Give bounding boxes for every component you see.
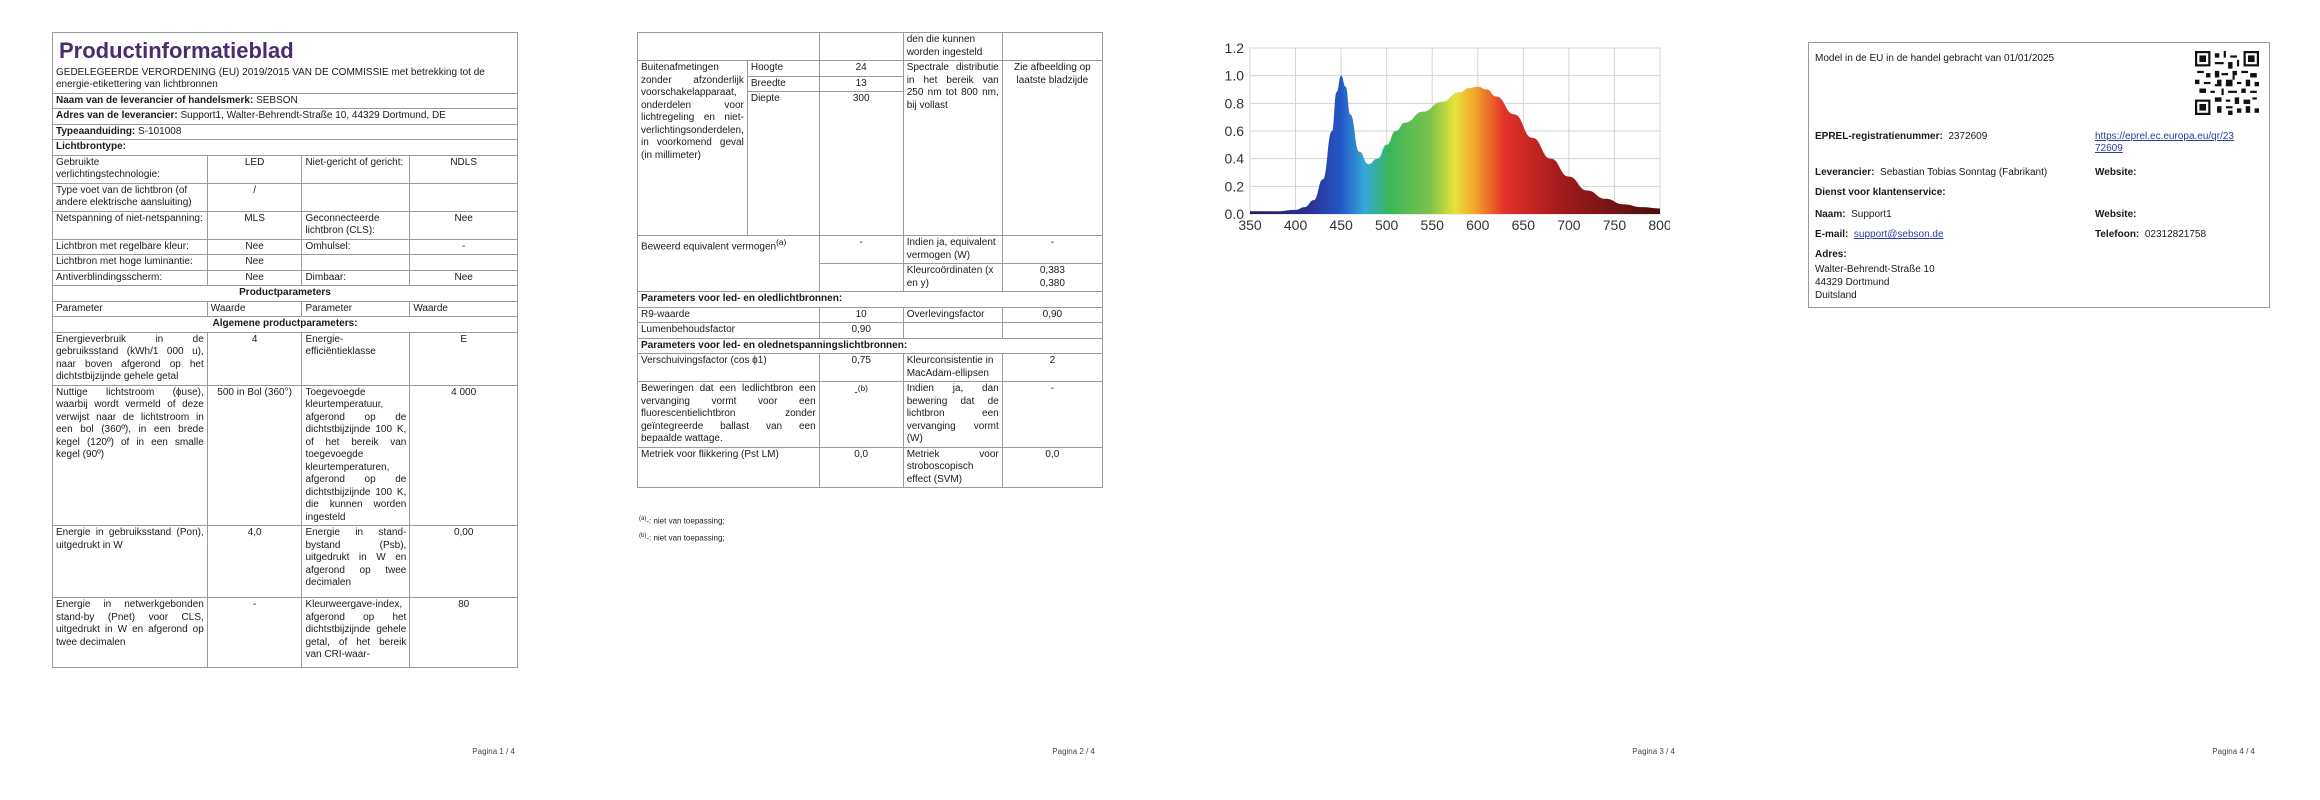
regulation-subtitle: GEDELEGEERDE VERORDENING (EU) 2019/2015 VAN DE COMMISSIE met betrekking tot de energie-etikettering van lichtbronnen — [56, 66, 485, 90]
address-value: Support1, Walter-Behrendt-Straße 10, 44329 Dortmund, DE — [180, 110, 446, 121]
model-value: S-101008 — [138, 125, 182, 137]
address-label: Adres van de leverancier: — [56, 110, 178, 121]
table-row: Beweringen dat een ledlichtbron een vervanging vormt voor een fluorescentielichtbron zonder geïntegreerde ballast van een bepaalde wattage. -$^{(b)}$ Indien ja, dan bewering dat de lichtbron een vervanging vormt (W) - — [638, 382, 1103, 448]
phone-label: Telefoon: — [2095, 229, 2140, 240]
table-row: Breedte 13 — [638, 76, 1103, 92]
table-row: Gebruikte verlichtingstechnologie: LED Niet-gericht of gericht: NDLS — [53, 155, 518, 183]
name-value: Support1 — [1851, 209, 1892, 220]
page-number: Pagina 3 / 4 — [1632, 747, 1675, 756]
x-axis-ticks — [1238, 217, 1670, 233]
website-label: Website: — [2095, 167, 2137, 178]
market-date: Model in de EU in de handel gebracht van 01/01/2025 — [1815, 53, 2055, 64]
product-info-table-1 — [52, 32, 518, 668]
page-number: Pagina 4 / 4 — [2212, 747, 2255, 756]
table-row: Energie in netwerkgebonden stand-by (Pnet) voor CLS, uitgedrukt in W en afgerond op twee decimalen - Kleurweergave-index, afgerond op het dichtstbijzijnde gehele getal, of het bereik van CRI-waar- 80 — [53, 598, 518, 668]
table-row: Lichtbron met hoge luminantie: Nee — [53, 255, 518, 271]
light-source-type: Lichtbrontype: — [53, 140, 518, 156]
table-row: den die kunnen worden ingesteld — [638, 33, 1103, 61]
table-row: Energieverbruik in de gebruiksstand (kWh/1 000 u), naar boven afgerond op het dichtstbijzijnde gehele getal 4 Energie-efficiëntieklasse E — [53, 332, 518, 385]
model-label: Typeaanduiding: — [56, 125, 136, 137]
x-tick-label: 750 — [1602, 217, 1627, 233]
y-tick-label: 0.6 — [1224, 123, 1244, 139]
name-label: Naam: — [1815, 209, 1846, 220]
spectral-chart — [1210, 36, 1670, 236]
table-row: Type voet van de lichtbron (of andere elektrische aansluiting) / — [53, 183, 518, 211]
y-tick-label: 0.0 — [1224, 206, 1244, 222]
leverancier-value: Sebastian Tobias Sonntag (Fabrikant) — [1880, 167, 2048, 178]
table-row: Antiverblindingsscherm: Nee Dimbaar: Nee — [53, 270, 518, 286]
x-tick-label: 500 — [1374, 217, 1399, 233]
outer-dimensions-label: Buitenafmetingen zonder afzonderlijk voorschakelapparaat, onderdelen voor lichtregeling en niet-verlichtingsonderdelen, in voorkomend geval (in millimeter) — [638, 61, 748, 236]
footnotes — [639, 512, 725, 545]
y-tick-label: 0.2 — [1224, 178, 1244, 195]
table-row: Lichtbron met regelbare kleur: Nee Omhulsel: - — [53, 239, 518, 255]
table-row: Diepte 300 — [638, 92, 1103, 236]
footnote-b: $^{(b)}$-: niet van toepassing; — [639, 532, 725, 543]
mains-section-heading: Parameters voor led- en olednetspanningslichtbronnen: — [638, 338, 1103, 354]
product-params-heading: Productparameters — [53, 286, 518, 302]
service-label: Dienst voor klantenservice: — [1815, 187, 1946, 198]
product-info-table-2 — [637, 32, 1103, 488]
table-row: Verschuivingsfactor (cos ϕ1) 0,75 Kleurconsistentie in MacAdam-ellipsen 2 — [638, 354, 1103, 382]
table-row: Netspanning of niet-netspanning: MLS Geconnecteerde lichtbron (CLS): Nee — [53, 211, 518, 239]
table-row: Beweerd equivalent vermogen$^{(a)}$ - Indien ja, equivalent vermogen (W) - — [638, 236, 1103, 264]
qr-code-icon — [2195, 51, 2259, 115]
phone-value: 02312821758 — [2144, 229, 2207, 240]
website2-label: Website: — [2095, 209, 2137, 220]
y-tick-label: 0.4 — [1224, 150, 1244, 167]
eprel-info-box — [1808, 42, 2270, 308]
y-tick-label: 1.0 — [1224, 67, 1244, 84]
document-title: Productinformatieblad — [59, 38, 294, 63]
spectral-label: Spectrale distributie in het bereik van 250 nm tot 800 nm, bij vollast — [903, 61, 1002, 236]
x-tick-label: 800 — [1648, 217, 1670, 233]
x-tick-label: 600 — [1466, 217, 1490, 233]
x-tick-label: 450 — [1329, 217, 1353, 233]
page-number: Pagina 1 / 4 — [472, 747, 515, 756]
led-section-heading: Parameters voor led- en oledlichtbronnen: — [638, 292, 1103, 308]
y-tick-label: 1.2 — [1224, 40, 1244, 56]
address-block: Walter-Behrendt-Straße 10 44329 Dortmund Duitsland — [1815, 264, 1935, 301]
spectral-chart-svg — [1210, 36, 1670, 236]
page-1 — [0, 0, 580, 800]
page-number: Pagina 2 / 4 — [1052, 747, 1095, 756]
table-row: Buitenafmetingen zonder afzonderlijk voorschakelapparaat, onderdelen voor lichtregeling en niet-verlichtingsonderdelen, in voorkomend geval (in millimeter) Hoogte 24 Spectrale distributie in het bereik van 250 nm tot 800 nm, bij vollast Zie afbeelding op laatste bladzijde — [638, 61, 1103, 77]
eprel-label: EPREL-registratienummer: — [1815, 131, 1943, 142]
supplier-label: Naam van de leverancier of handelsmerk: — [56, 94, 254, 106]
general-params-heading: Algemene productparameters: — [53, 317, 518, 333]
y-axis-ticks — [1225, 40, 1245, 222]
spectral-value: Zie afbeelding op laatste bladzijde — [1002, 61, 1102, 236]
table-row: Kleurcoördinaten (x en y) 0,383 0,380 — [638, 264, 1103, 292]
x-tick-label: 550 — [1420, 217, 1444, 233]
email-link[interactable]: support@sebson.de — [1853, 229, 1944, 240]
table-row: Lumenbehoudsfactor 0,90 — [638, 323, 1103, 339]
table-row: Energie in gebruiksstand (Pon), uitgedrukt in W 4,0 Energie in stand-bystand (Psb), uitgedrukt in W en afgerond op twee decimalen 0,00 — [53, 526, 518, 598]
y-tick-label: 0.8 — [1224, 95, 1244, 112]
table-header-row: Parameter Waarde Parameter Waarde — [53, 301, 518, 317]
table-row: Nuttige lichtstroom (ϕuse), waarbij wordt vermeld of deze verwijst naar de lichtstroom in een bol (360º), in een brede kegel (120º) of in een smalle kegel (90º) 500 in Bol (360°) Toegevoegde kleurtemperatuur, afgerond op de dichtstbijzijnde 100 K, of het bereik van toegevoegde kleurtemperaturen, afgerond op de dichtstbijzijnde 100 K, die kunnen worden ingesteld 4 000 — [53, 385, 518, 526]
x-tick-label: 650 — [1511, 217, 1536, 233]
x-tick-label: 700 — [1557, 217, 1581, 233]
table-row: R9-waarde 10 Overlevingsfactor 0,90 — [638, 307, 1103, 323]
x-tick-label: 350 — [1238, 217, 1262, 233]
page-2 — [580, 0, 1160, 800]
address-label: Adres: — [1815, 249, 1847, 260]
page-3 — [1160, 0, 1740, 800]
leverancier-label: Leverancier: — [1815, 167, 1875, 178]
table-row: Metriek voor flikkering (Pst LM) 0,0 Metriek voor stroboscopisch effect (SVM) 0,0 — [638, 447, 1103, 488]
footnote-a: $^{(a)}$-: niet van toepassing; — [639, 516, 725, 526]
x-tick-label: 400 — [1283, 217, 1308, 233]
eprel-link[interactable]: https://eprel.ec.europa.eu/qr/23 72609 — [2095, 131, 2234, 154]
claimed-label: Beweerd equivalent vermogen — [641, 241, 777, 253]
page-4 — [1740, 0, 2320, 800]
supplier-value: SEBSON — [256, 94, 298, 106]
eprel-value: 2372609 — [1948, 131, 1988, 142]
email-label: E-mail: — [1815, 229, 1849, 240]
